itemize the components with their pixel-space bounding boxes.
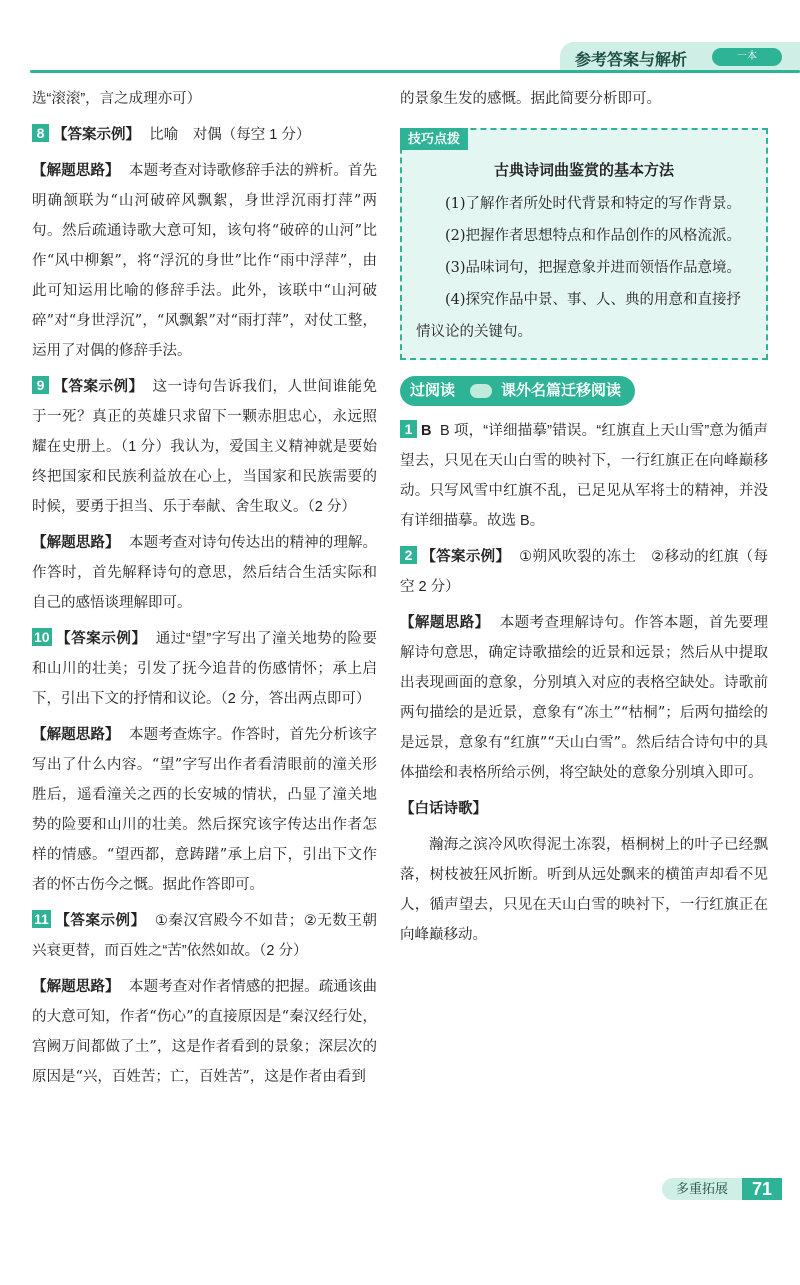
answer-letter: B [421,423,432,439]
question-11 [32,906,377,966]
vernacular-text: 瀚海之滨冷风吹得泥土冻裂，梧桐树上的叶子已经飘落，树枝被狂风折断。听到从远处飘来的横笛声却看不见人，循声望去，只见在天山白雪的映衬下，一行红旗正在向峰巅移动。 [400,837,768,943]
analysis-text: 本题考查理解诗句。作答本题，首先要理解诗句意思，确定诗歌描绘的近景和远景；然后从中提取出表现画面的意象，分别填入对应的表格空缺处。诗歌前两句描绘的是近景，意象有“冻土”“枯桐”；后两句描绘的是远景，意象有“红旗”“天山白雪”。然后结合诗句中的具体描绘和表格所给示例，将空缺处的意象分别填入即可。 [400,615,769,781]
right-column [400,84,768,956]
continuation-text: 的景象生发的感慨。据此简要分析即可。 [400,91,661,107]
question-number: 1 [400,420,417,438]
tip-item: (1)了解作者所处时代背景和特定的写作背景。 [445,196,742,212]
page-number: 71 [742,1178,782,1200]
analysis-text: 本题考查炼字。作答时，首先分析该字写出了什么内容。“望”字写出作者看清眼前的潼关形胜后，遥看潼关之西的长安城的情状，凸显了潼关地势的险要和山川的壮美。然后探究该字传达出作者怎样的情感。“望西都，意踌躇”承上启下，引出下文作者的怀古伤今之慨。据此作答即可。 [32,727,378,893]
answer-tag: 【答案示例】 [54,913,146,929]
banner-left-label: 过阅读 [400,376,465,406]
question-number: 11 [34,911,49,927]
answer-text: ①秦汉宫殿今不如昔；②无数王朝兴衰更替，而百姓之“苦”依然如故。（2 分） [32,913,377,959]
page-footer [640,1178,800,1200]
banner-connector [465,376,497,406]
analysis-text: 本题考查对诗句传达出的精神的理解。作答时，首先解释诗句的意思，然后结合生活实际和自己的感悟谈理解即可。 [32,535,378,611]
question-1 [400,416,768,536]
answer-text: ①朔风吹裂的冻土 ②移动的红旗（每空 2 分） [400,549,769,595]
question-number: 9 [32,376,49,394]
analysis-tag: 【解题思路】 [32,727,120,743]
answer-tag: 【答案示例】 [53,379,144,395]
continuation-text: 选“滚滚”，言之成理亦可） [32,91,202,107]
brand-logo: 一本 [712,48,782,66]
question-number: 2 [400,546,417,564]
analysis-8 [32,156,377,366]
analysis-tag: 【解题思路】 [32,979,120,995]
left-column [32,84,377,1098]
question-number: 10 [34,629,50,645]
analysis-tag: 【解题思路】 [32,535,120,551]
answer-tag: 【答案示例】 [421,549,511,565]
footer-label: 多重拓展 [662,1178,742,1200]
tip-box [400,128,768,360]
vernacular-tag: 【白话诗歌】 [400,801,487,817]
analysis-9 [32,528,377,618]
question-10 [32,624,377,714]
answer-text: 比喻 对偶（每空 1 分） [149,127,311,143]
vernacular-heading [400,794,768,824]
tip-item: (2)把握作者思想特点和作品创作的风格流派。 [445,228,742,244]
banner-right-label: 课外名篇迁移阅读 [497,376,635,406]
tip-item: (3)品味词句，把握意象并进而领悟作品意境。 [445,260,742,276]
analysis-tag: 【解题思路】 [400,615,490,631]
question-8 [32,120,377,150]
answer-text: B 项，“详细描摹”错误。“红旗直上天山雪”意为循声望去，只见在天山白雪的映衬下，一行红旗正在向峰巅移动。只写风雪中红旗不乱，已足见从军将士的精神，并没有详细描摹。故选 B。 [400,423,769,529]
pill-icon [470,384,492,398]
question-number: 8 [32,124,49,142]
section-banner [400,376,768,406]
analysis-10 [32,720,377,900]
analysis-2 [400,608,768,788]
question-9 [32,372,377,522]
analysis-text: 本题考查对作者情感的把握。疏通该曲的大意可知，作者“伤心”的直接原因是“秦汉经行处，宫阙万间都做了土”，这是作者看到的景象；深层次的原因是“兴，百姓苦；亡，百姓苦”，这是作者由看到 [32,979,378,1085]
answer-text: 通过“望”字写出了潼关地势的险要和山川的壮美；引发了抚今追昔的伤感情怀；承上启下，引出下文的抒情和议论。（2 分，答出两点即可） [32,631,378,707]
analysis-tag: 【解题思路】 [32,163,120,179]
header-divider [30,70,800,73]
tip-item: (4)探究作品中景、事、人、典的用意和直接抒情议论的关键句。 [416,292,742,340]
header-title: 参考答案与解析 [575,52,688,69]
answer-tag: 【答案示例】 [55,631,147,647]
analysis-11 [32,972,377,1092]
answer-tag: 【答案示例】 [53,127,140,143]
question-2 [400,542,768,602]
tip-title: 古典诗词曲鉴赏的基本方法 [493,162,674,179]
analysis-text: 本题考查对诗歌修辞手法的辨析。首先明确颔联为“山河破碎风飘絮，身世浮沉雨打萍”两句。然后疏通诗歌大意可知，该句将“破碎的山河”比作“风中柳絮”，将“浮沉的身世”比作“雨中浮萍”，由此可知运用比喻的修辞手法。此外，该联中“山河破碎”对“身世浮沉”，“风飘絮”对“雨打萍”，对仗工整，运用了对偶的修辞手法。 [32,163,378,359]
tip-label: 技巧点拨 [400,128,468,150]
answer-text: 这一诗句告诉我们，人世间谁能免于一死？真正的英雄只求留下一颗赤胆忠心，永远照耀在史册上。（1 分）我认为，爱国主义精神就是要始终把国家和民族利益放在心上，当国家和民族需要的时候，要勇于担当、乐于奉献、舍生取义。（2 分） [32,379,378,515]
